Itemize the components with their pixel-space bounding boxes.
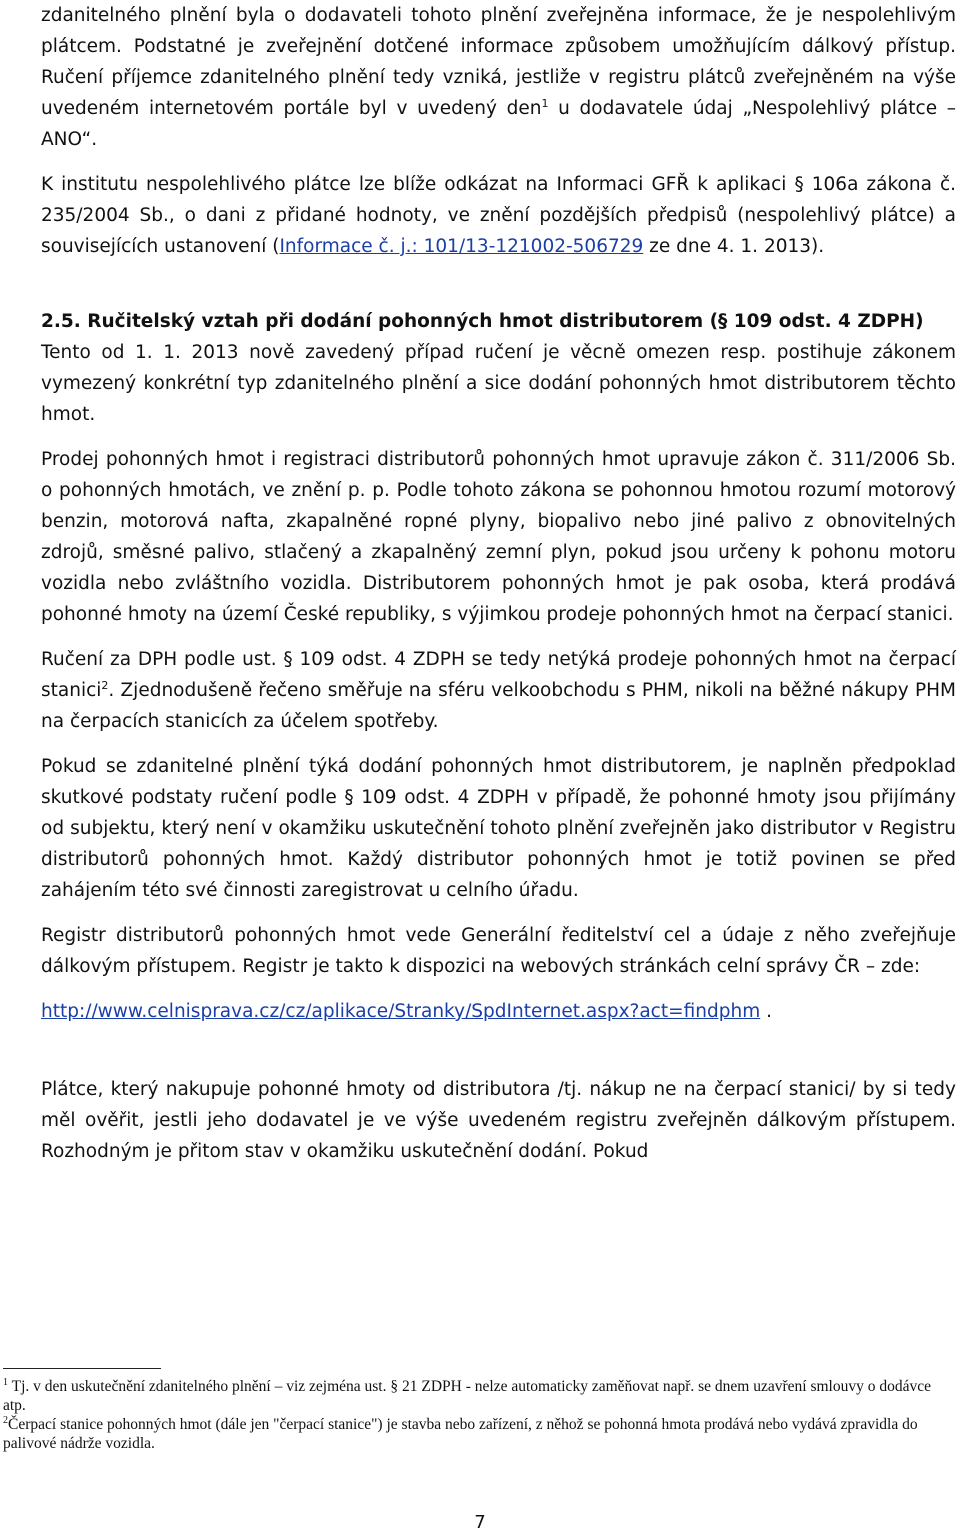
- footnote-number: 1: [3, 1376, 8, 1388]
- footnote-text: Tj. v den uskutečnění zdanitelného plnění – viz zejména ust. § 21 ZDPH - nelze automaticky zaměňovat např. se dnem uzavření smlouvy o dodávce atp.: [3, 1378, 931, 1414]
- footnote-2: [3, 1415, 955, 1453]
- footnote-ref-2[interactable]: 2: [101, 678, 109, 692]
- gfr-information-link[interactable]: Informace č. j.: 101/13-121002-506729: [279, 236, 644, 257]
- footnotes: [3, 1368, 955, 1453]
- footnote-divider: [3, 1368, 161, 1369]
- document-page: [41, 0, 956, 1167]
- paragraph-new-case: Tento od 1. 1. 2013 nově zavedený případ ručení je věcně omezen resp. postihuje zákonem vymezený konkrétní typ zdanitelného plnění a sice dodání pohonných hmot distributorem těchto hmot.: [41, 342, 956, 425]
- paragraph-registry: Registr distributorů pohonných hmot vede Generální ředitelství cel a údaje z něho zveřejňuje dálkovým přístupem. Registr je takto k dispozici na webových stránkách celní správy ČR – zde:: [41, 925, 956, 977]
- footnote-number: 2: [3, 1414, 8, 1426]
- footnote-ref-1[interactable]: 1: [541, 96, 549, 110]
- paragraph-fuel-law: Prodej pohonných hmot i registraci distributorů pohonných hmot upravuje zákon č. 311/2006 Sb. o pohonných hmotách, ve znění p. p. Podle tohoto zákona se pohonnou hmotou rozumí motorový benzin, motorová nafta, zkapalněné ropné plyny, biopalivo nebo jiné palivo z obnovitelných zdrojů, směsné palivo, stlačený a zkapalněný zemní plyn, pokud jsou určeny k pohonu motoru vozidla nebo zvláštního vozidla. Distributorem pohonných hmot je pak osoba, která prodává pohonné hmoty na území České republiky, s výjimkou prodeje pohonných hmot na čerpací stanici.: [41, 449, 956, 625]
- section-heading: 2.5. Ručitelský vztah při dodání pohonných hmot distributorem (§ 109 odst. 4 ZDPH): [41, 311, 924, 332]
- footnote-1: [3, 1377, 955, 1415]
- customs-registry-link[interactable]: http://www.celnisprava.cz/cz/aplikace/Stranky/SpdInternet.aspx?act=findphm: [41, 1001, 761, 1022]
- paragraph-distributor-supply: Pokud se zdanitelné plnění týká dodání pohonných hmot distributorem, je naplněn předpoklad skutkové podstaty ručení podle § 109 odst. 4 ZDPH v případě, že pohonné hmoty jsou přijímány od subjektu, který není v okamžiku uskutečnění tohoto plnění zveřejněn jako distributor v Registru distributorů pohonných hmot. Každý distributor pohonných hmot je totiž povinen se před zahájením této své činnosti zaregistrovat u celního úřadu.: [41, 756, 956, 901]
- paragraph-gas-station: Ručení za DPH podle ust. § 109 odst. 4 ZDPH se tedy netýká prodeje pohonných hmot na čerpací stanici$^2$. Zjednodušeně řečeno směřuje na sféru velkoobchodu s PHM, nikoli na běžné nákupy PHM na čerpacích stanicích za účelem spotřeby.: [41, 649, 956, 732]
- paragraph-buyer-check: Plátce, který nakupuje pohonné hmoty od distributora /tj. nákup ne na čerpací stanici/ by si tedy měl ověřit, jestli jeho dodavatel je ve výše uvedeném registru zveřejněn dálkovým přístupem. Rozhodným je přitom stav v okamžiku uskutečnění dodání. Pokud: [41, 1079, 956, 1162]
- paragraph-unreliable-payer: zdanitelného plnění byla o dodavateli tohoto plnění zveřejněna informace, že je nespolehlivým plátcem. Podstatné je zveřejnění dotčené informace způsobem umožňujícím dálkový přístup. Ručení příjemce zdanitelného plnění tedy vzniká, jestliže v registru plátců zveřejněném na výše uvedeném internetovém portále byl v uvedený den$^1$ u dodavatele údaj „Nespolehlivý plátce – ANO“.: [41, 5, 957, 150]
- paragraph-registry-url: http://www.celnisprava.cz/cz/aplikace/Stranky/SpdInternet.aspx?act=findphm .: [41, 1001, 772, 1022]
- paragraph-gfr-reference: K institutu nespolehlivého plátce lze blíže odkázat na Informaci GFŘ k aplikaci § 106a zákona č. 235/2004 Sb., o dani z přidané hodnoty, ve znění pozdějších předpisů (nespolehlivý plátce) a souvisejících ustanovení (Informace č. j.: 101/13-121002-506729 ze dne 4. 1. 2013).: [41, 174, 956, 257]
- page-number: 7: [474, 1512, 486, 1533]
- footnote-text: Čerpací stanice pohonných hmot (dále jen "čerpací stanice") je stavba nebo zařízení, z něhož se pohonná hmota prodává nebo vydává zpravidla do palivové nádrže vozidla.: [3, 1416, 918, 1452]
